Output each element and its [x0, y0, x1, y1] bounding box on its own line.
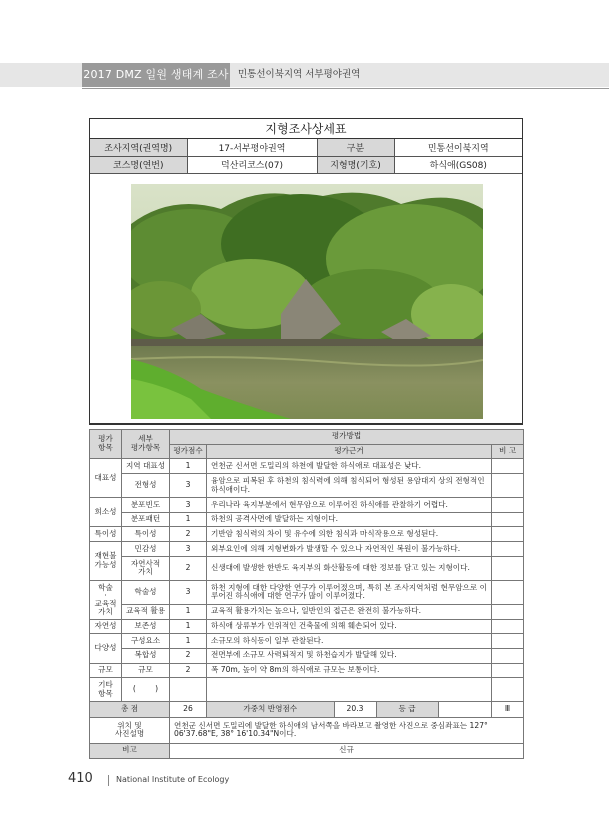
photo-area — [90, 174, 522, 424]
score — [170, 678, 207, 702]
basis: 하천 지형에 대한 다양한 연구가 이루어졌으며, 특히 본 조사지역처럼 현무암으로 이루어진 하식애에 대한 연구가 많이 이루어졌다. — [207, 580, 492, 604]
basis: 연천군 신서면 도밀리의 하천에 발달한 하식애로 대표성은 낮다. — [207, 459, 492, 474]
location-text: 연천군 신서면 도밀리에 발달한 하식애의 남서쪽을 바라보고 촬영한 사진으로 중심좌표는 127° 06'37.68"E, 38° 16'10.34"N이다. — [170, 717, 524, 743]
score: 1 — [170, 512, 207, 527]
totals-inner-cell — [207, 702, 492, 718]
group-label: 자연성 — [90, 619, 122, 634]
sub-item: 분포빈도 — [122, 498, 170, 513]
group-label: 희소성 — [90, 498, 122, 527]
basis: 하천의 공격사면에 발달하는 지형이다. — [207, 512, 492, 527]
col-sub-header: 세부 평가항목 — [122, 430, 170, 459]
group-label: 재현불 가능성 — [90, 542, 122, 581]
footer-separator — [108, 775, 109, 786]
score: 2 — [170, 663, 207, 678]
note — [492, 474, 524, 498]
weighted-value: 20.3 — [334, 702, 376, 717]
note — [492, 512, 524, 527]
total-label: 총 점 — [90, 702, 170, 718]
table-row — [90, 619, 524, 634]
note — [492, 678, 524, 702]
info-table — [90, 139, 522, 174]
remarks-row — [90, 743, 524, 758]
col-method-header: 평가방법 — [170, 430, 524, 445]
note — [492, 663, 524, 678]
table-row — [90, 604, 524, 619]
score: 3 — [170, 474, 207, 498]
note — [492, 604, 524, 619]
info-label: 구분 — [317, 139, 394, 156]
group-label: 대표성 — [90, 459, 122, 498]
basis: 기반암 침식력의 차이 및 유수에 의한 침식과 마식작용으로 형성된다. — [207, 527, 492, 542]
survey-sheet — [89, 118, 523, 425]
sub-item: 전형성 — [122, 474, 170, 498]
score: 2 — [170, 648, 207, 663]
score: 2 — [170, 556, 207, 580]
table-row — [90, 648, 524, 663]
group-label: 학술 · 교육적 가치 — [90, 580, 122, 619]
report-subtitle: 민통선이북지역 서부평야권역 — [238, 69, 361, 80]
note — [492, 459, 524, 474]
table-row — [90, 459, 524, 474]
location-row — [90, 717, 524, 743]
table-row — [90, 527, 524, 542]
sub-item: 지역 대표성 — [122, 459, 170, 474]
basis: 융암으로 피복된 후 하천의 침식력에 의해 침식되어 형성된 용암대지 상의 전형적인 하식애이다. — [207, 474, 492, 498]
info-row — [90, 156, 522, 173]
basis: 외부요인에 의해 지형변화가 발생할 수 있으나 자연적인 복원이 불가능하다. — [207, 542, 492, 557]
col-note-header: 비 고 — [492, 444, 524, 459]
score: 2 — [170, 527, 207, 542]
header-divider — [82, 88, 609, 89]
score: 3 — [170, 580, 207, 604]
table-row — [90, 474, 524, 498]
info-label: 조사지역(권역명) — [90, 139, 187, 156]
sub-item: 규모 — [122, 663, 170, 678]
info-label: 코스명(연번) — [90, 156, 187, 173]
score: 1 — [170, 604, 207, 619]
grade-spacer — [438, 702, 491, 717]
remarks-value: 신규 — [170, 743, 524, 758]
info-value: 17-서부평야권역 — [187, 139, 317, 156]
sub-item: 자연사적 가치 — [122, 556, 170, 580]
col-basis-header: 평가근거 — [207, 444, 492, 459]
note — [492, 498, 524, 513]
score: 1 — [170, 634, 207, 649]
page-number: 410 — [68, 771, 93, 786]
basis: 전면부에 소규모 사력퇴적지 및 하천습지가 발달해 있다. — [207, 648, 492, 663]
cliff-photo — [131, 184, 483, 419]
table-row — [90, 512, 524, 527]
info-label: 지형명(기호) — [317, 156, 394, 173]
group-label: 규모 — [90, 663, 122, 678]
group-label: 기타 항목 — [90, 678, 122, 702]
note — [492, 580, 524, 604]
basis — [207, 678, 492, 702]
info-row — [90, 139, 522, 156]
table-row — [90, 556, 524, 580]
basis: 폭 70m, 높이 약 8m의 하식애로 규모는 보통이다. — [207, 663, 492, 678]
basis: 우리나라 육지부분에서 현무암으로 이루어진 하식애를 관찰하기 어렵다. — [207, 498, 492, 513]
col-score-header: 평가점수 — [170, 444, 207, 459]
table-row — [90, 678, 524, 702]
totals-row — [90, 702, 524, 718]
table-row — [90, 498, 524, 513]
group-label: 다양성 — [90, 634, 122, 663]
group-label: 특이성 — [90, 527, 122, 542]
grade-value: Ⅲ — [492, 702, 524, 718]
institute-name: National Institute of Ecology — [116, 775, 230, 784]
score: 3 — [170, 542, 207, 557]
total-value: 26 — [170, 702, 207, 718]
location-label: 위치 및 사진설명 — [90, 717, 170, 743]
table-row — [90, 542, 524, 557]
note — [492, 648, 524, 663]
grade-label: 등 급 — [376, 702, 438, 717]
basis: 하식애 상류부가 인위적인 건축물에 의해 훼손되어 있다. — [207, 619, 492, 634]
note — [492, 634, 524, 649]
sub-item: 분포패턴 — [122, 512, 170, 527]
sub-item: ( ) — [122, 678, 170, 702]
sub-item: 민감성 — [122, 542, 170, 557]
score: 1 — [170, 459, 207, 474]
col-item-header: 평가 항목 — [90, 430, 122, 459]
remarks-label: 비고 — [90, 743, 170, 758]
sub-item: 보존성 — [122, 619, 170, 634]
basis: 교육적 활용가치는 높으나, 일반인의 접근은 완전히 불가능하다. — [207, 604, 492, 619]
info-value: 덕산리코스(07) — [187, 156, 317, 173]
sub-item: 구성요소 — [122, 634, 170, 649]
info-value: 하식애(GS08) — [394, 156, 522, 173]
basis: 신생대에 발생한 한반도 육지부의 화산활동에 대한 정보를 담고 있는 지형이다. — [207, 556, 492, 580]
score: 3 — [170, 498, 207, 513]
table-row — [90, 634, 524, 649]
basis: 소규모의 하식동이 일부 관찰된다. — [207, 634, 492, 649]
sub-item: 교육적 활용 — [122, 604, 170, 619]
weighted-label: 가중치 반영점수 — [207, 702, 334, 717]
report-title: 2017 DMZ 일원 생태계 조사 — [82, 63, 230, 87]
note — [492, 619, 524, 634]
note — [492, 527, 524, 542]
score: 1 — [170, 619, 207, 634]
totals-inner-table — [207, 702, 491, 717]
sub-item: 특이성 — [122, 527, 170, 542]
sheet-title: 지형조사상세표 — [90, 119, 522, 139]
note — [492, 556, 524, 580]
evaluation-table — [89, 429, 524, 759]
info-value: 민통선이북지역 — [394, 139, 522, 156]
sub-item: 학술성 — [122, 580, 170, 604]
sub-item: 복합성 — [122, 648, 170, 663]
note — [492, 542, 524, 557]
table-row — [90, 663, 524, 678]
table-row — [90, 580, 524, 604]
